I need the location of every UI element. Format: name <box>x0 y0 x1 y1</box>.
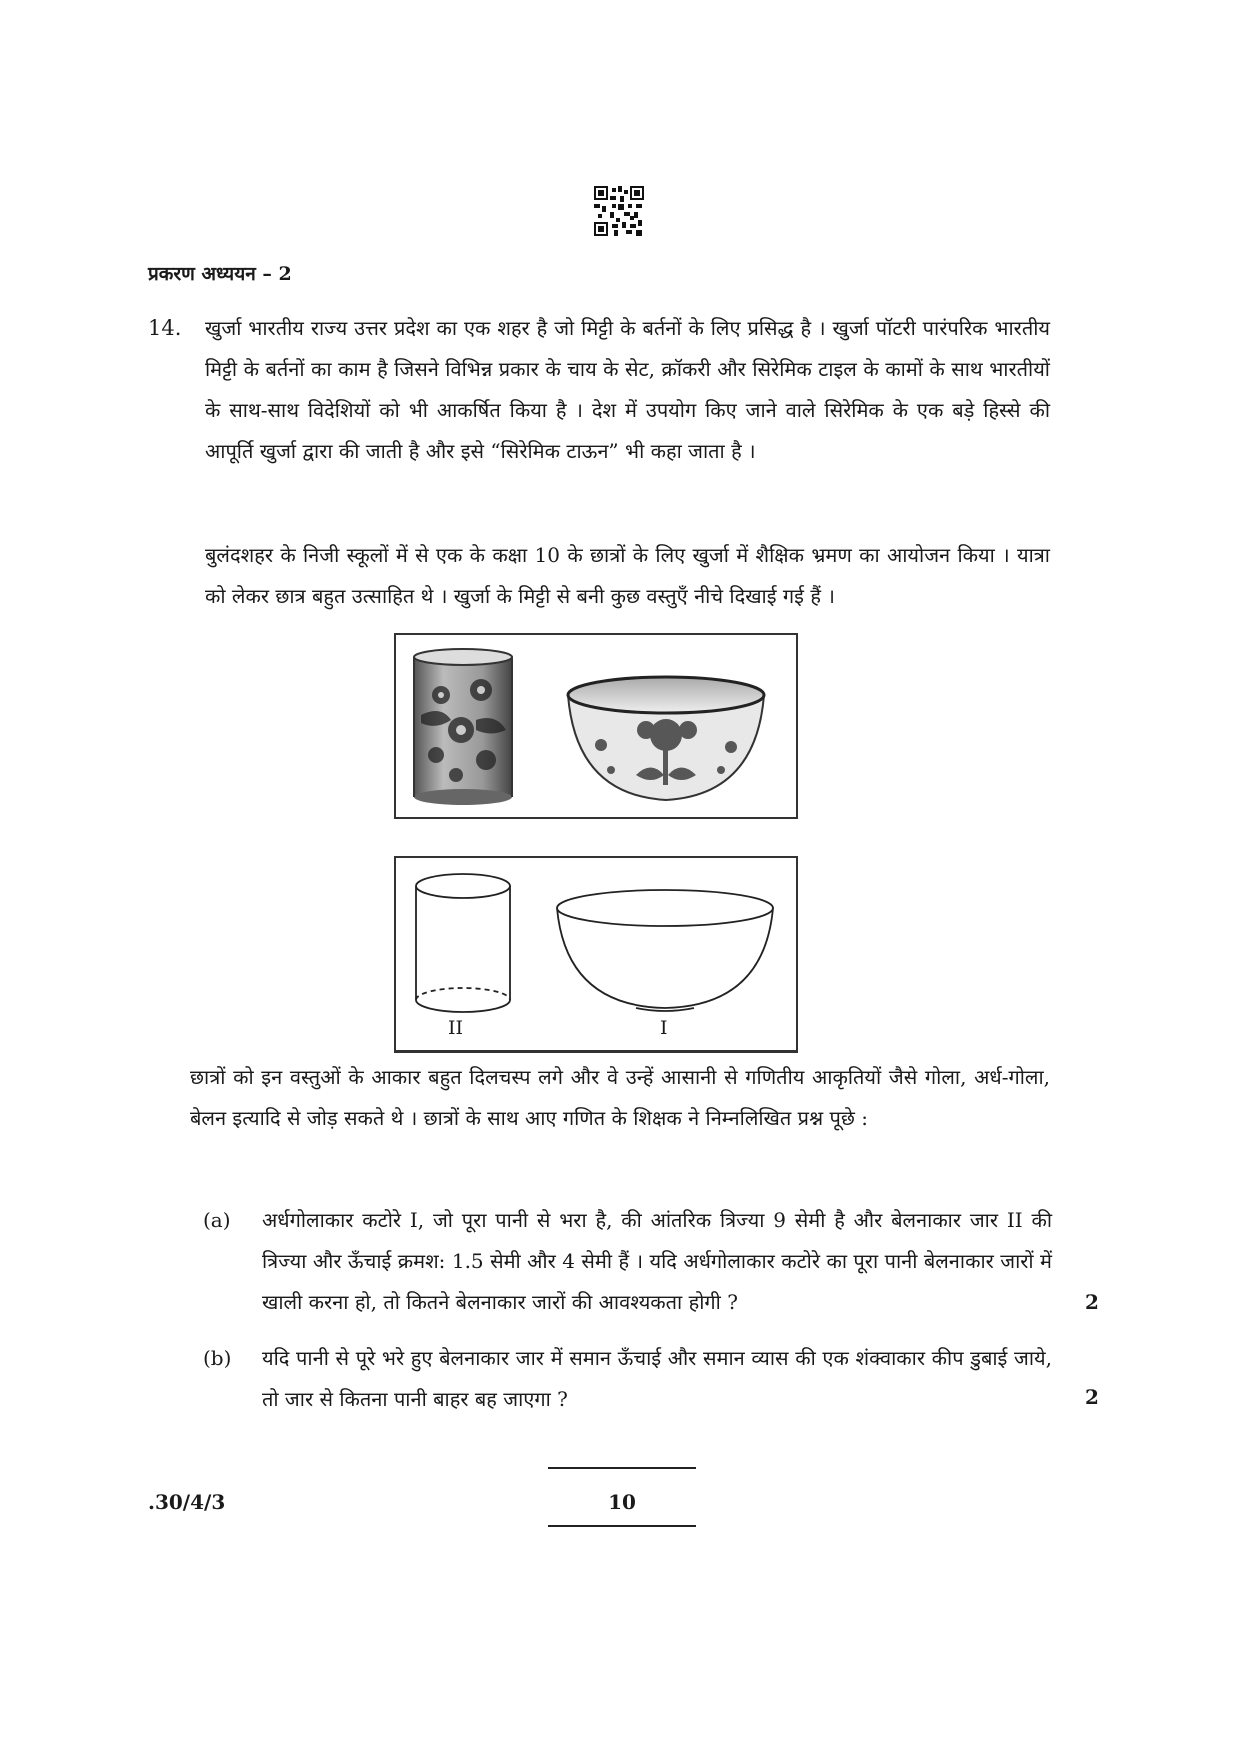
part-a-marks: 2 <box>1085 1290 1099 1314</box>
bowl-photo <box>568 677 764 800</box>
jar-photo <box>414 649 512 805</box>
part-a-label: (a) <box>203 1208 231 1232</box>
cylinder-label: II <box>448 1017 464 1039</box>
section-heading: प्रकरण अध्ययन – 2 <box>148 263 292 285</box>
bowl-label: I <box>660 1017 668 1039</box>
pottery-diagram-figure <box>394 856 798 1053</box>
footer-top-rule <box>548 1467 696 1469</box>
question-paragraph-1: खुर्जा भारतीय राज्य उत्तर प्रदेश का एक शहर है जो मिट्टी के बर्तनों के लिए प्रसिद्ध है । खुर्जा पॉटरी पारंपरिक भारतीय मिट्टी के बर्तनों का काम है जिसने विभिन्न प्रकार के चाय के सेट, क्रॉकरी और सिरेमिक टाइल के कामों के साथ भारतीयों के साथ-साथ विदेशियों को भी आकर्षित किया है । देश में उपयोग किए जाने वाले सिरेमिक के एक बड़े हिस्से की आपूर्ति खुर्जा द्वारा की जाती है और इसे “सिरेमिक टाऊन” भी कहा जाता है । <box>205 316 1050 463</box>
part-b-text: यदि पानी से पूरे भरे हुए बेलनाकार जार में समान ऊँचाई और समान व्यास की एक शंक्वाकार कीप डुबाई जाये, तो जार से कितना पानी बाहर बह जाएगा ? <box>262 1346 1052 1411</box>
part-a-text: अर्धगोलाकार कटोरे I, जो पूरा पानी से भरा है, की आंतरिक त्रिज्या 9 सेमी है और बेलनाकार जार II की त्रिज्या और ऊँचाई क्रमश: 1.5 सेमी और 4 सेमी हैं । यदि अर्धगोलाकार कटोरे का पूरा पानी बेलनाकार जारों में खाली करना हो, तो कितने बेलनाकार जारों की आवश्यकता होगी ? <box>262 1208 1052 1314</box>
paper-code: .30/4/3 <box>148 1490 226 1514</box>
question-paragraph-2: बुलंदशहर के निजी स्कूलों में से एक के कक्षा 10 के छात्रों के लिए खुर्जा में शैक्षिक भ्रमण का आयोजन किया । यात्रा को लेकर छात्र बहुत उत्साहित थे । खुर्जा के मिट्टी से बनी कुछ वस्तुएँ नीचे दिखाई गई हैं । <box>205 543 1050 608</box>
pottery-photo-illustration <box>396 635 796 817</box>
qr-code-icon <box>594 186 644 236</box>
pottery-photo-figure <box>394 633 798 819</box>
part-b-marks: 2 <box>1085 1385 1099 1409</box>
footer-bottom-rule <box>548 1525 696 1527</box>
question-number: 14. <box>148 316 182 340</box>
hemispherical-bowl-diagram <box>557 890 773 1011</box>
cylinder-jar-diagram <box>416 874 510 1012</box>
question-paragraph-3: छात्रों को इन वस्तुओं के आकार बहुत दिलचस्प लगे और वे उन्हें आसानी से गणितीय आकृतियों जैसे गोला, अर्ध-गोला, बेलन इत्यादि से जोड़ सकते थे । छात्रों के साथ आए गणित के शिक्षक ने निम्नलिखित प्रश्न पूछे : <box>190 1065 1050 1130</box>
part-b-label: (b) <box>203 1346 232 1370</box>
page-number: 10 <box>608 1490 636 1514</box>
